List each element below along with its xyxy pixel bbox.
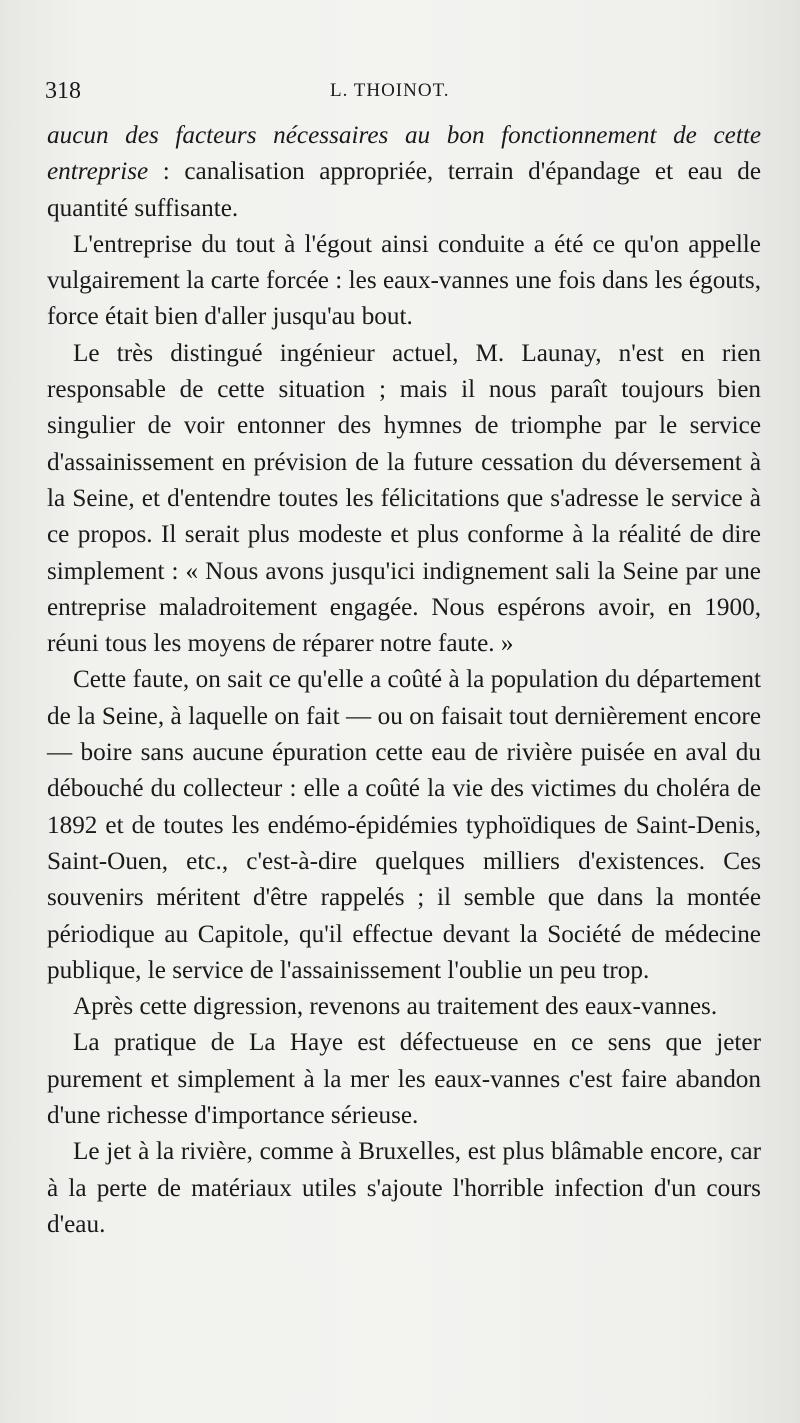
paragraph: Le jet à la rivière, comme à Bruxelles, est plus blâmable encore, car à la perte de matériaux utiles s'ajoute l'horrible infection d'un cours d'eau. [47,1138,761,1238]
body-text [47,118,761,1243]
paragraph: La pratique de La Haye est défectueuse en ce sens que jeter purement et simplement à la mer les eaux-vannes c'est faire abandon d'une richesse d'importance sérieuse. [47,1029,761,1130]
page-header [45,74,755,110]
paragraph: Le très distingué ingénieur actuel, M. Launay, n'est en rien responsable de cette situation ; mais il nous paraît toujours bien singulier de voir entonner des hymnes de triomphe par le service d'assainissement en prévision de la future cessation du déversement à la Seine, et d'entendre toutes les félicitations que s'adresse le service à ce propos. Il serait plus modeste et plus conforme à la réalité de dire simplement : « Nous avons jusqu'ici indignement sali la Seine par une entreprise maladroitement engagée. Nous espérons avoir, en 1900, réuni tous les moyens de réparer notre faute. » [47,339,761,658]
paragraph: L'entreprise du tout à l'égout ainsi conduite a été ce qu'on appelle vulgairement la carte forcée : les eaux-vannes une fois dans les égouts, force était bien d'aller jusqu'au bout. [47,230,761,331]
paragraph-text: : canalisation appropriée, terrain d'épandage et eau de quantité suffisante. [47,158,761,222]
paragraph-continuation [47,118,761,227]
page-number: 318 [45,78,81,104]
paragraph: Cette faute, on sait ce qu'elle a coûté à la population du département de la Seine, à laquelle on fait — ou on faisait tout dernièrement encore — boire sans aucune épuration cette eau de rivière puisée en aval du débouché du collecteur : elle a coûté la vie des victimes du choléra de 1892 et de toutes les endémo-épidémies typhoïdiques de Saint-Denis, Saint-Ouen, etc., c'est-à-dire quelques milliers d'existences. Ces souvenirs méritent d'être rappelés ; il semble que dans la montée périodique au Capitole, qu'il effectue devant la Société de médecine publique, le service de l'assainissement l'oublie un peu trop. [47,666,761,984]
italic-lead: aucun des facteurs nécessaires au bon fonctionnement de cette entreprise [47,122,761,186]
running-head: L. THOINOT. [330,80,450,101]
paragraph: Après cette digression, revenons au traitement des eaux-vannes. [73,993,718,1021]
